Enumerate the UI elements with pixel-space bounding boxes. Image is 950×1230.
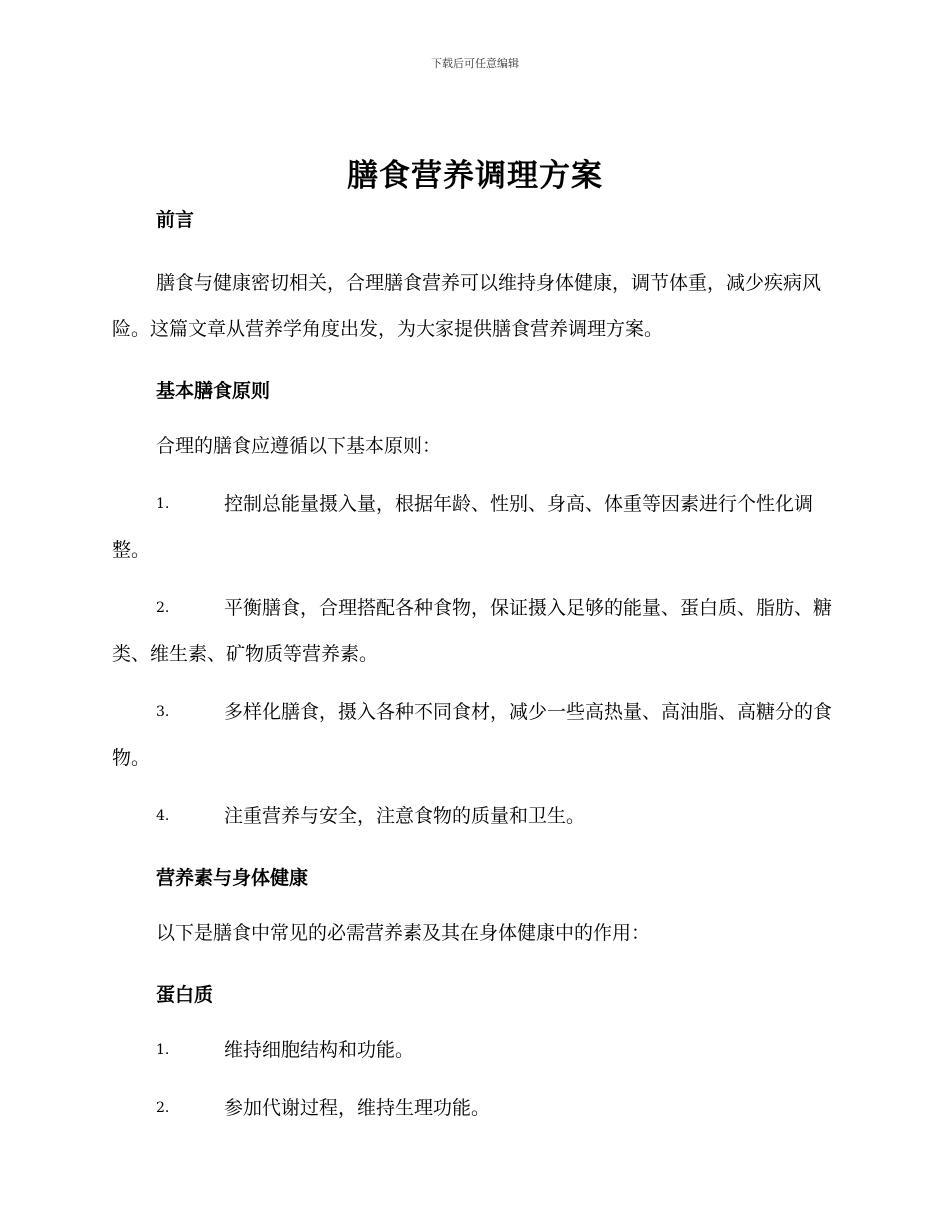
list-item	[112, 481, 838, 573]
list-item-text: 控制总能量摄入量，根据年龄、性别、身高、体重等因素进行个性化调整。	[112, 493, 814, 561]
list-item-text: 多样化膳食，摄入各种不同食材，减少一些高热量、高油脂、高糖分的食物。	[112, 701, 833, 769]
list-item-text: 平衡膳食，合理搭配各种食物，保证摄入足够的能量、蛋白质、脂肪、糖类、维生素、矿物质等营养素。	[112, 597, 833, 665]
document-body	[112, 205, 838, 1131]
list-item	[112, 1085, 838, 1131]
section-heading-protein: 蛋白质	[156, 984, 214, 1006]
list-number: 1.	[156, 496, 170, 512]
section-heading-principles: 基本膳食原则	[156, 380, 271, 402]
list-number: 1.	[156, 1042, 170, 1058]
list-item	[112, 689, 838, 781]
list-item	[112, 585, 838, 677]
list-number: 3.	[156, 704, 170, 720]
principles-intro: 合理的膳食应遵循以下基本原则：	[156, 435, 442, 457]
list-item-text: 维持细胞结构和功能。	[224, 1039, 415, 1061]
list-item	[112, 1027, 838, 1073]
list-item	[112, 793, 838, 839]
list-number: 2.	[156, 600, 170, 616]
list-number: 2.	[156, 1100, 170, 1116]
document-title: 膳食营养调理方案	[347, 158, 603, 194]
list-number: 4.	[156, 808, 170, 824]
section-heading-preface: 前言	[156, 209, 195, 231]
list-item-text: 注重营养与安全，注意食物的质量和卫生。	[224, 805, 586, 827]
nutrients-intro: 以下是膳食中常见的必需营养素及其在身体健康中的作用：	[156, 922, 651, 944]
list-item-text: 参加代谢过程，维持生理功能。	[224, 1097, 491, 1119]
section-heading-nutrients: 营养素与身体健康	[156, 867, 309, 889]
preface-paragraph: 膳食与健康密切相关，合理膳食营养可以维持身体健康，调节体重，减少疾病风险。这篇文章从营养学角度出发，为大家提供膳食营养调理方案。	[112, 272, 822, 340]
header-note: 下载后可任意编辑	[431, 57, 519, 70]
